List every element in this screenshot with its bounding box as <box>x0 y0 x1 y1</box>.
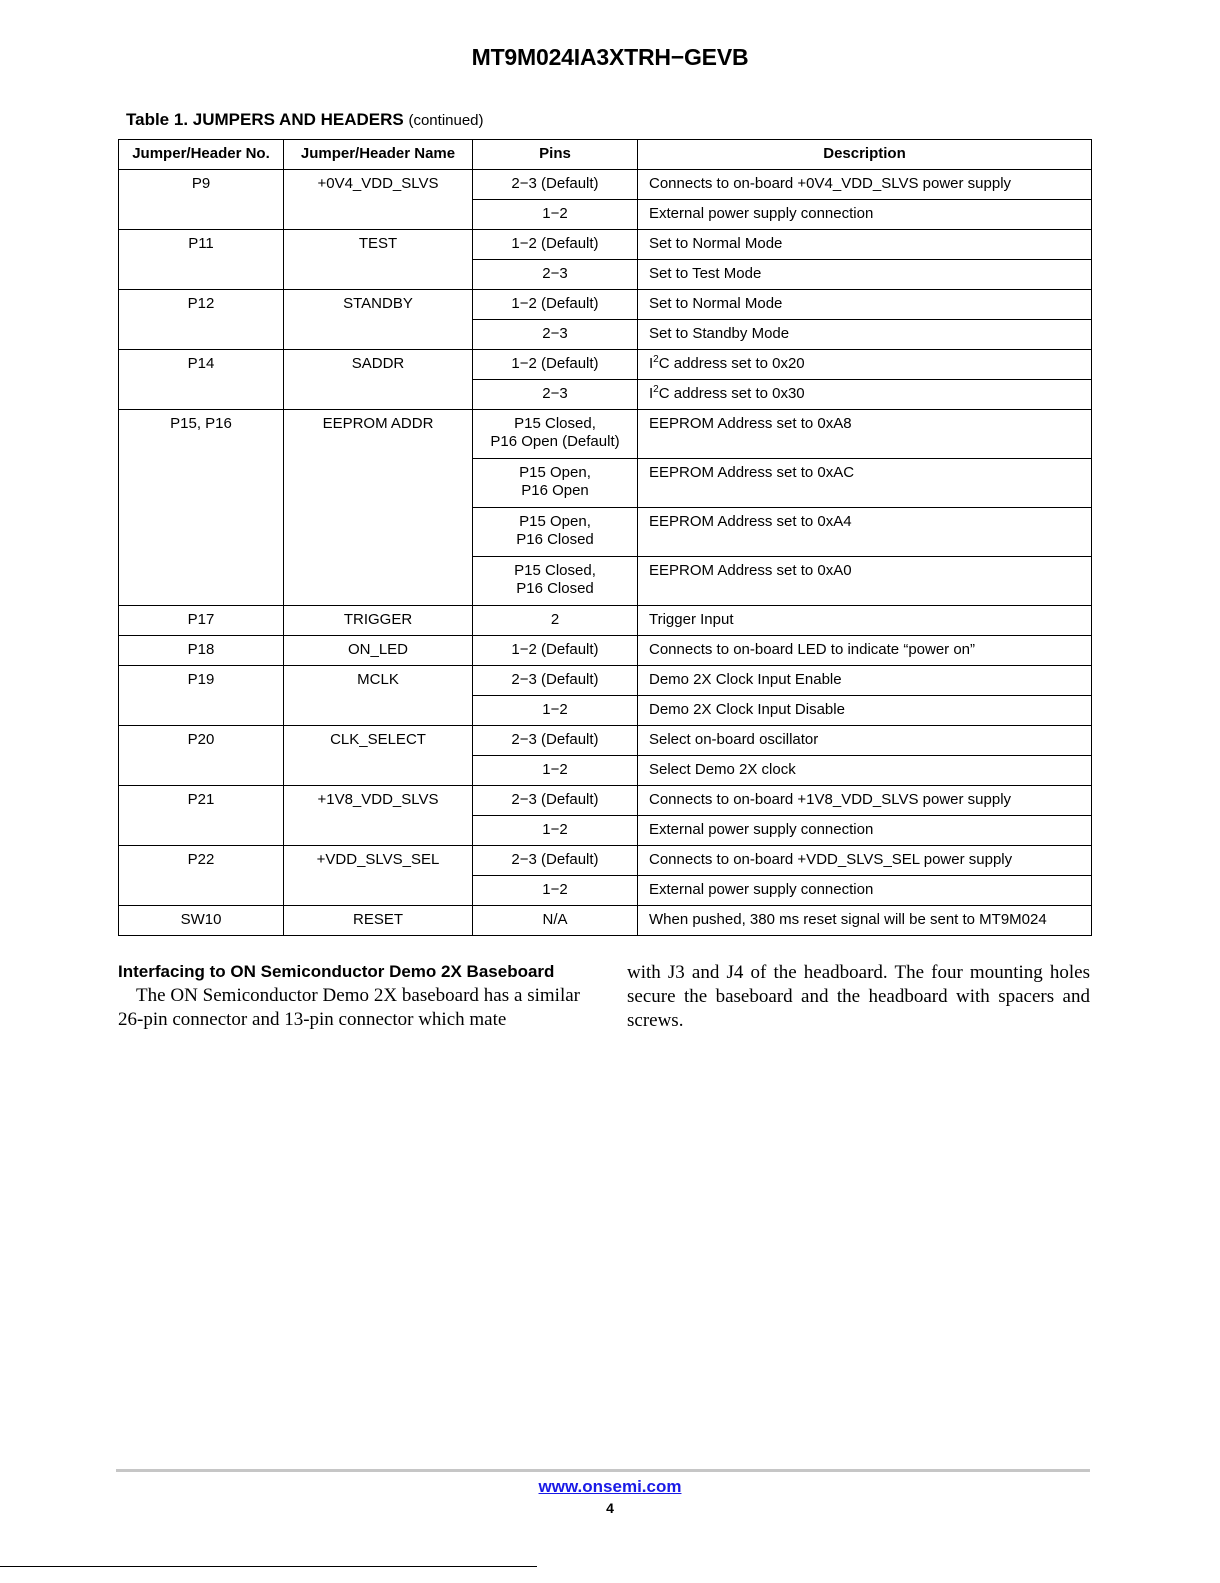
pins-line: 2−3 <box>542 385 568 402</box>
table-row <box>119 726 1092 756</box>
table-row <box>119 906 1092 936</box>
pins-line: P15 Open, <box>519 464 591 481</box>
jumper-name-cell: STANDBY <box>284 290 473 350</box>
pins-cell <box>473 380 638 410</box>
description-text: External power supply connection <box>649 881 874 898</box>
table-caption-title: Table 1. JUMPERS AND HEADERS <box>126 110 404 129</box>
pins-line: 2 <box>550 611 560 628</box>
pins-line: 1−2 (Default) <box>511 355 599 372</box>
pins-cell <box>473 410 638 459</box>
description-text: Select on-board oscillator <box>649 731 819 748</box>
description-text: EEPROM Address set to 0xA4 <box>649 513 852 530</box>
jumper-number-cell: P22 <box>119 846 284 906</box>
description-text: EEPROM Address set to 0xA8 <box>649 415 852 432</box>
description-cell <box>638 200 1092 230</box>
jumper-number-cell: P17 <box>119 606 284 636</box>
pins-cell <box>473 756 638 786</box>
description-cell <box>638 380 1092 410</box>
pins-line: P16 Closed <box>516 531 594 548</box>
jumper-number-cell: P15, P16 <box>119 410 284 606</box>
pins-line: 1−2 <box>542 205 568 222</box>
description-text: Demo 2X Clock Input Disable <box>649 701 845 718</box>
jumper-number-cell: P11 <box>119 230 284 290</box>
jumper-number-cell: SW10 <box>119 906 284 936</box>
description-cell <box>638 846 1092 876</box>
jumper-name-cell: SADDR <box>284 350 473 410</box>
pins-cell <box>473 350 638 380</box>
description-text: EEPROM Address set to 0xAC <box>649 464 855 481</box>
table-caption <box>126 110 484 130</box>
description-text: External power supply connection <box>649 205 874 222</box>
description-cell <box>638 906 1092 936</box>
pins-line: P16 Open <box>521 482 589 499</box>
pins-cell <box>473 816 638 846</box>
description-text: Trigger Input <box>649 611 734 628</box>
description-text: External power supply connection <box>649 821 874 838</box>
description-text: Set to Normal Mode <box>649 235 783 252</box>
table-row <box>119 786 1092 816</box>
pins-line: P16 Open (Default) <box>490 433 620 450</box>
jumper-name-cell: EEPROM ADDR <box>284 410 473 606</box>
header-jumper-no: Jumper/Header No. <box>119 140 284 170</box>
description-cell <box>638 260 1092 290</box>
pins-line: 2−3 (Default) <box>511 175 599 192</box>
jumper-number-cell: P20 <box>119 726 284 786</box>
pins-cell <box>473 696 638 726</box>
table-row <box>119 410 1092 459</box>
jumper-number-cell: P12 <box>119 290 284 350</box>
jumper-name-cell: ON_LED <box>284 636 473 666</box>
jumper-number-cell: P18 <box>119 636 284 666</box>
description-text: Connects to on-board LED to indicate “power on” <box>649 641 976 658</box>
description-cell <box>638 696 1092 726</box>
table-row <box>119 846 1092 876</box>
description-text: Connects to on-board +VDD_SLVS_SEL power supply <box>649 851 1013 868</box>
page-bottom-edge <box>0 1566 537 1567</box>
description-cell <box>638 170 1092 200</box>
description-cell <box>638 350 1092 380</box>
pins-cell <box>473 786 638 816</box>
pins-cell <box>473 876 638 906</box>
footer-website-link[interactable]: www.onsemi.com <box>538 1477 682 1496</box>
description-cell <box>638 876 1092 906</box>
description-cell <box>638 410 1092 459</box>
pins-cell <box>473 846 638 876</box>
section-heading: Interfacing to ON Semiconductor Demo 2X Baseboard <box>118 962 555 981</box>
jumper-name-cell: CLK_SELECT <box>284 726 473 786</box>
page-number: 4 <box>606 1500 614 1516</box>
description-cell <box>638 816 1092 846</box>
pins-line: 1−2 (Default) <box>511 295 599 312</box>
description-cell <box>638 726 1092 756</box>
pins-cell <box>473 508 638 557</box>
pins-cell <box>473 606 638 636</box>
body-text-left-column: The ON Semiconductor Demo 2X baseboard has a similar 26-pin connector and 13-pin connector which mate <box>118 985 580 1030</box>
description-cell <box>638 557 1092 606</box>
pins-line: P16 Closed <box>516 580 594 597</box>
jumper-number-cell: P9 <box>119 170 284 230</box>
jumper-number-cell: P19 <box>119 666 284 726</box>
table-body <box>119 170 1092 936</box>
description-superscript: 2 <box>653 354 659 365</box>
pins-line: 1−2 <box>542 761 568 778</box>
document-title: MT9M024IA3XTRH−GEVB <box>471 44 749 70</box>
pins-cell <box>473 170 638 200</box>
pins-line: P15 Closed, <box>514 562 596 579</box>
description-cell <box>638 666 1092 696</box>
jumper-name-cell: TEST <box>284 230 473 290</box>
pins-cell <box>473 459 638 508</box>
pins-cell <box>473 230 638 260</box>
table-caption-suffix: (continued) <box>408 112 484 129</box>
header-description: Description <box>638 140 1092 170</box>
pins-line: P15 Open, <box>519 513 591 530</box>
pins-cell <box>473 320 638 350</box>
pins-cell <box>473 906 638 936</box>
jumper-name-cell: MCLK <box>284 666 473 726</box>
pins-cell <box>473 200 638 230</box>
jumper-name-cell: RESET <box>284 906 473 936</box>
pins-line: P15 Closed, <box>514 415 596 432</box>
table-row <box>119 636 1092 666</box>
pins-cell <box>473 636 638 666</box>
table-row <box>119 666 1092 696</box>
pins-line: 2−3 (Default) <box>511 731 599 748</box>
pins-line: N/A <box>542 911 568 928</box>
description-prefix: I <box>649 385 654 402</box>
footer-divider <box>116 1469 1090 1472</box>
table-row <box>119 606 1092 636</box>
pins-line: 1−2 <box>542 701 568 718</box>
table-row <box>119 290 1092 320</box>
jumper-name-cell: TRIGGER <box>284 606 473 636</box>
pins-cell <box>473 260 638 290</box>
description-text: Demo 2X Clock Input Enable <box>649 671 842 688</box>
description-cell <box>638 508 1092 557</box>
header-jumper-name: Jumper/Header Name <box>284 140 473 170</box>
description-text: Set to Normal Mode <box>649 295 783 312</box>
description-superscript: 2 <box>653 384 659 395</box>
pins-line: 2−3 (Default) <box>511 791 599 808</box>
jumper-number-cell: P14 <box>119 350 284 410</box>
description-cell <box>638 459 1092 508</box>
jumper-number-cell: P21 <box>119 786 284 846</box>
description-cell <box>638 756 1092 786</box>
description-prefix: I <box>649 355 654 372</box>
description-cell <box>638 606 1092 636</box>
description-text: Select Demo 2X clock <box>649 761 796 778</box>
pins-line: 2−3 (Default) <box>511 851 599 868</box>
pins-line: 2−3 <box>542 265 568 282</box>
jumpers-headers-table <box>118 139 1092 936</box>
body-text-right-column: with J3 and J4 of the headboard. The four mounting holes secure the baseboard and the headboard with spacers and screws. <box>627 962 1090 1031</box>
description-text: C address set to 0x30 <box>658 385 805 402</box>
description-cell <box>638 320 1092 350</box>
jumper-name-cell: +1V8_VDD_SLVS <box>284 786 473 846</box>
description-cell <box>638 786 1092 816</box>
pins-line: 2−3 (Default) <box>511 671 599 688</box>
pins-cell <box>473 666 638 696</box>
pins-cell <box>473 290 638 320</box>
pins-cell <box>473 726 638 756</box>
pins-cell <box>473 557 638 606</box>
pins-line: 2−3 <box>542 325 568 342</box>
pins-line: 1−2 (Default) <box>511 235 599 252</box>
jumper-name-cell: +VDD_SLVS_SEL <box>284 846 473 906</box>
description-cell <box>638 230 1092 260</box>
header-pins: Pins <box>473 140 638 170</box>
description-text: Set to Standby Mode <box>649 325 790 342</box>
table-header-row <box>119 140 1092 170</box>
description-text: Connects to on-board +0V4_VDD_SLVS power supply <box>649 175 1012 192</box>
jumper-name-cell: +0V4_VDD_SLVS <box>284 170 473 230</box>
table-row <box>119 170 1092 200</box>
description-cell <box>638 290 1092 320</box>
description-text: EEPROM Address set to 0xA0 <box>649 562 852 579</box>
description-cell <box>638 636 1092 666</box>
description-text: Connects to on-board +1V8_VDD_SLVS power supply <box>649 791 1012 808</box>
table-row <box>119 230 1092 260</box>
description-text: C address set to 0x20 <box>658 355 805 372</box>
pins-line: 1−2 (Default) <box>511 641 599 658</box>
table-row <box>119 350 1092 380</box>
pins-line: 1−2 <box>542 881 568 898</box>
description-text: Set to Test Mode <box>649 265 762 282</box>
pins-line: 1−2 <box>542 821 568 838</box>
description-text: When pushed, 380 ms reset signal will be sent to MT9M024 <box>649 911 1047 928</box>
